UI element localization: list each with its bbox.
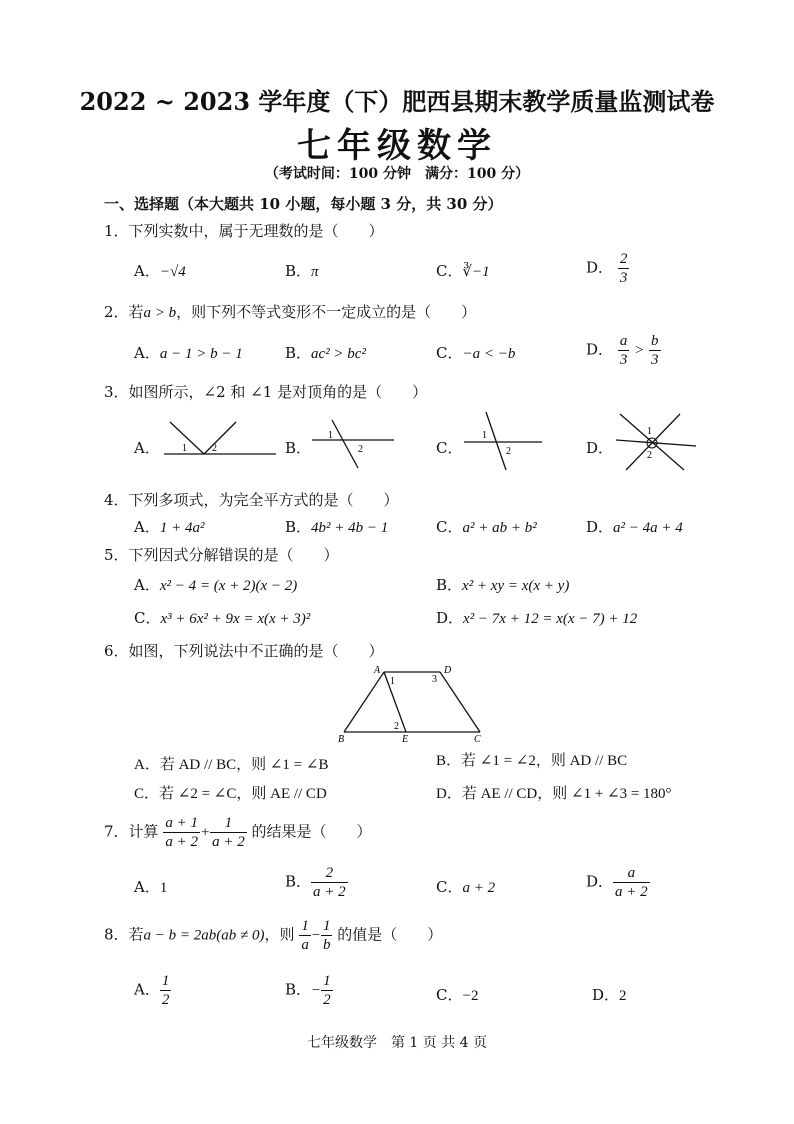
question-2-stem: 2．若a > b，则下列不等式变形不一定成立的是（ ）: [104, 303, 477, 321]
svg-text:2: 2: [506, 446, 511, 457]
q3-figure-a: [160, 418, 280, 460]
option-letter: D．: [586, 258, 614, 277]
fraction: $\frac{1}{2}$: [161, 973, 170, 1008]
q3-option-d-label: D．: [586, 439, 614, 457]
exam-title: 2022 ~ 2023 学年度（下）肥西县期末教学质量监测试卷: [79, 87, 715, 116]
fraction: $\frac{1}{2}$: [323, 973, 331, 1008]
fraction: $\frac{2}{3}$: [619, 251, 628, 286]
q5-option-b: B．x² + xy = x(x + y): [436, 576, 570, 594]
q2-option-c: C．−a < −b: [436, 344, 516, 362]
option-letter: A．: [134, 262, 160, 280]
option-math: −√4: [159, 264, 186, 280]
q2-option-b: B．ac² > bc²: [285, 344, 366, 362]
q7-option-b: B． $\frac{2}{a + 2}$: [285, 865, 346, 900]
question-4-stem: 4．下列多项式，为完全平方式的是（ ）: [104, 491, 399, 509]
svg-text:D: D: [444, 665, 452, 676]
option-math: π: [311, 264, 319, 280]
question-6-stem: 6．如图，下列说法中不正确的是（ ）: [104, 642, 384, 660]
svg-text:2: 2: [394, 721, 399, 732]
svg-text:1: 1: [182, 443, 187, 454]
q1-option-c: [436, 260, 490, 281]
q8-option-d: D．2: [592, 986, 627, 1004]
option-math: ∛−1: [462, 264, 490, 280]
fraction: $\frac{b}{3}$: [651, 333, 659, 368]
q6-option-a: A．若 AD // BC，则 ∠1 = ∠B: [134, 757, 329, 773]
fraction: $\frac{a + 1}{a + 2}$: [165, 815, 198, 850]
q1-option-a: [134, 260, 186, 281]
svg-text:B: B: [338, 734, 345, 744]
q1-option-b: [285, 260, 319, 281]
q8-option-b: B．− $\frac{1}{2}$: [285, 973, 331, 1008]
q5-option-d: D．x² − 7x + 12 = x(x − 7) + 12: [436, 609, 638, 627]
q8-option-a: A． $\frac{1}{2}$: [134, 973, 170, 1008]
q4-option-d: D．a² − 4a + 4: [586, 518, 683, 536]
q6-trapezoid-figure: [334, 662, 494, 744]
q3-figure-c: [460, 410, 550, 472]
svg-text:2: 2: [647, 450, 652, 461]
subject-title: 七年级数学: [297, 126, 497, 166]
q1-option-d: [586, 250, 629, 287]
q3-figure-d: [612, 410, 700, 472]
q6-option-b: B．若 ∠1 = ∠2，则 AD // BC: [436, 753, 628, 769]
fraction: $\frac{1}{b}$: [322, 918, 331, 953]
q7-option-a: A．1: [134, 878, 168, 896]
q3-option-b-label: B．: [285, 439, 312, 457]
q8-option-c: C．−2: [436, 986, 479, 1004]
svg-text:1: 1: [647, 426, 652, 437]
fraction: $\frac{a}{a + 2}$: [615, 865, 648, 900]
option-letter: B．: [285, 262, 312, 280]
q6-option-d: D．若 AE // CD，则 ∠1 + ∠3 = 180°: [436, 786, 672, 802]
fraction: $\frac{1}{a}$: [301, 918, 309, 953]
q5-option-a: A．x² − 4 = (x + 2)(x − 2): [134, 576, 298, 594]
fraction: $\frac{2}{a + 2}$: [313, 865, 346, 900]
svg-text:C: C: [474, 734, 481, 744]
svg-text:E: E: [402, 734, 409, 744]
q6-option-c: C．若 ∠2 = ∠C，则 AE // CD: [134, 786, 327, 802]
question-8-stem: 8．若a − b = 2ab(ab ≠ 0)，则 $\frac{1}{a}$ − $\frac{1}{b}$ 的值是（ ）: [104, 918, 443, 953]
svg-text:1: 1: [328, 430, 333, 441]
q4-option-b: B．4b² + 4b − 1: [285, 518, 389, 536]
option-letter: C．: [436, 262, 463, 280]
q2-option-a: A．a − 1 > b − 1: [134, 344, 243, 362]
page-footer: 七年级数学 第 1 页 共 4 页: [306, 1035, 488, 1051]
svg-text:3: 3: [432, 674, 437, 685]
question-5-stem: 5．下列因式分解错误的是（ ）: [104, 546, 339, 564]
svg-text:2: 2: [212, 443, 217, 454]
svg-text:1: 1: [482, 430, 487, 441]
fraction: $\frac{1}{a + 2}$: [212, 815, 245, 850]
question-3-stem: 3．如图所示，∠2 和 ∠1 是对顶角的是（ ）: [104, 383, 428, 401]
q5-option-c: C．x³ + 6x² + 9x = x(x + 3)²: [134, 609, 311, 627]
question-1-stem: 1．下列实数中，属于无理数的是（ ）: [104, 222, 384, 240]
svg-text:2: 2: [358, 444, 363, 455]
exam-info: （考试时间：100 分钟 满分：100 分）: [264, 166, 530, 182]
q3-option-a-label: A．: [134, 439, 160, 457]
section-heading: 一、选择题（本大题共 10 小题，每小题 3 分，共 30 分）: [104, 195, 503, 213]
fraction: $\frac{a}{3}$: [619, 333, 628, 368]
q7-option-c: C．a + 2: [436, 878, 496, 896]
q3-option-c-label: C．: [436, 439, 463, 457]
q3-figure-b: [310, 410, 400, 472]
q4-option-c: C．a² + ab + b²: [436, 518, 537, 536]
svg-text:1: 1: [390, 676, 395, 687]
question-7-stem: 7．计算 $\frac{a + 1}{a + 2}$ + $\frac{1}{a + 2}$ 的结果是（ ）: [104, 815, 372, 850]
q4-option-a: A．1 + 4a²: [134, 518, 205, 536]
svg-text:A: A: [374, 665, 381, 676]
q2-option-d: D． $\frac{a}{3}$ > $\frac{b}{3}$: [586, 333, 659, 368]
q7-option-d: D． $\frac{a}{a + 2}$: [586, 865, 648, 900]
